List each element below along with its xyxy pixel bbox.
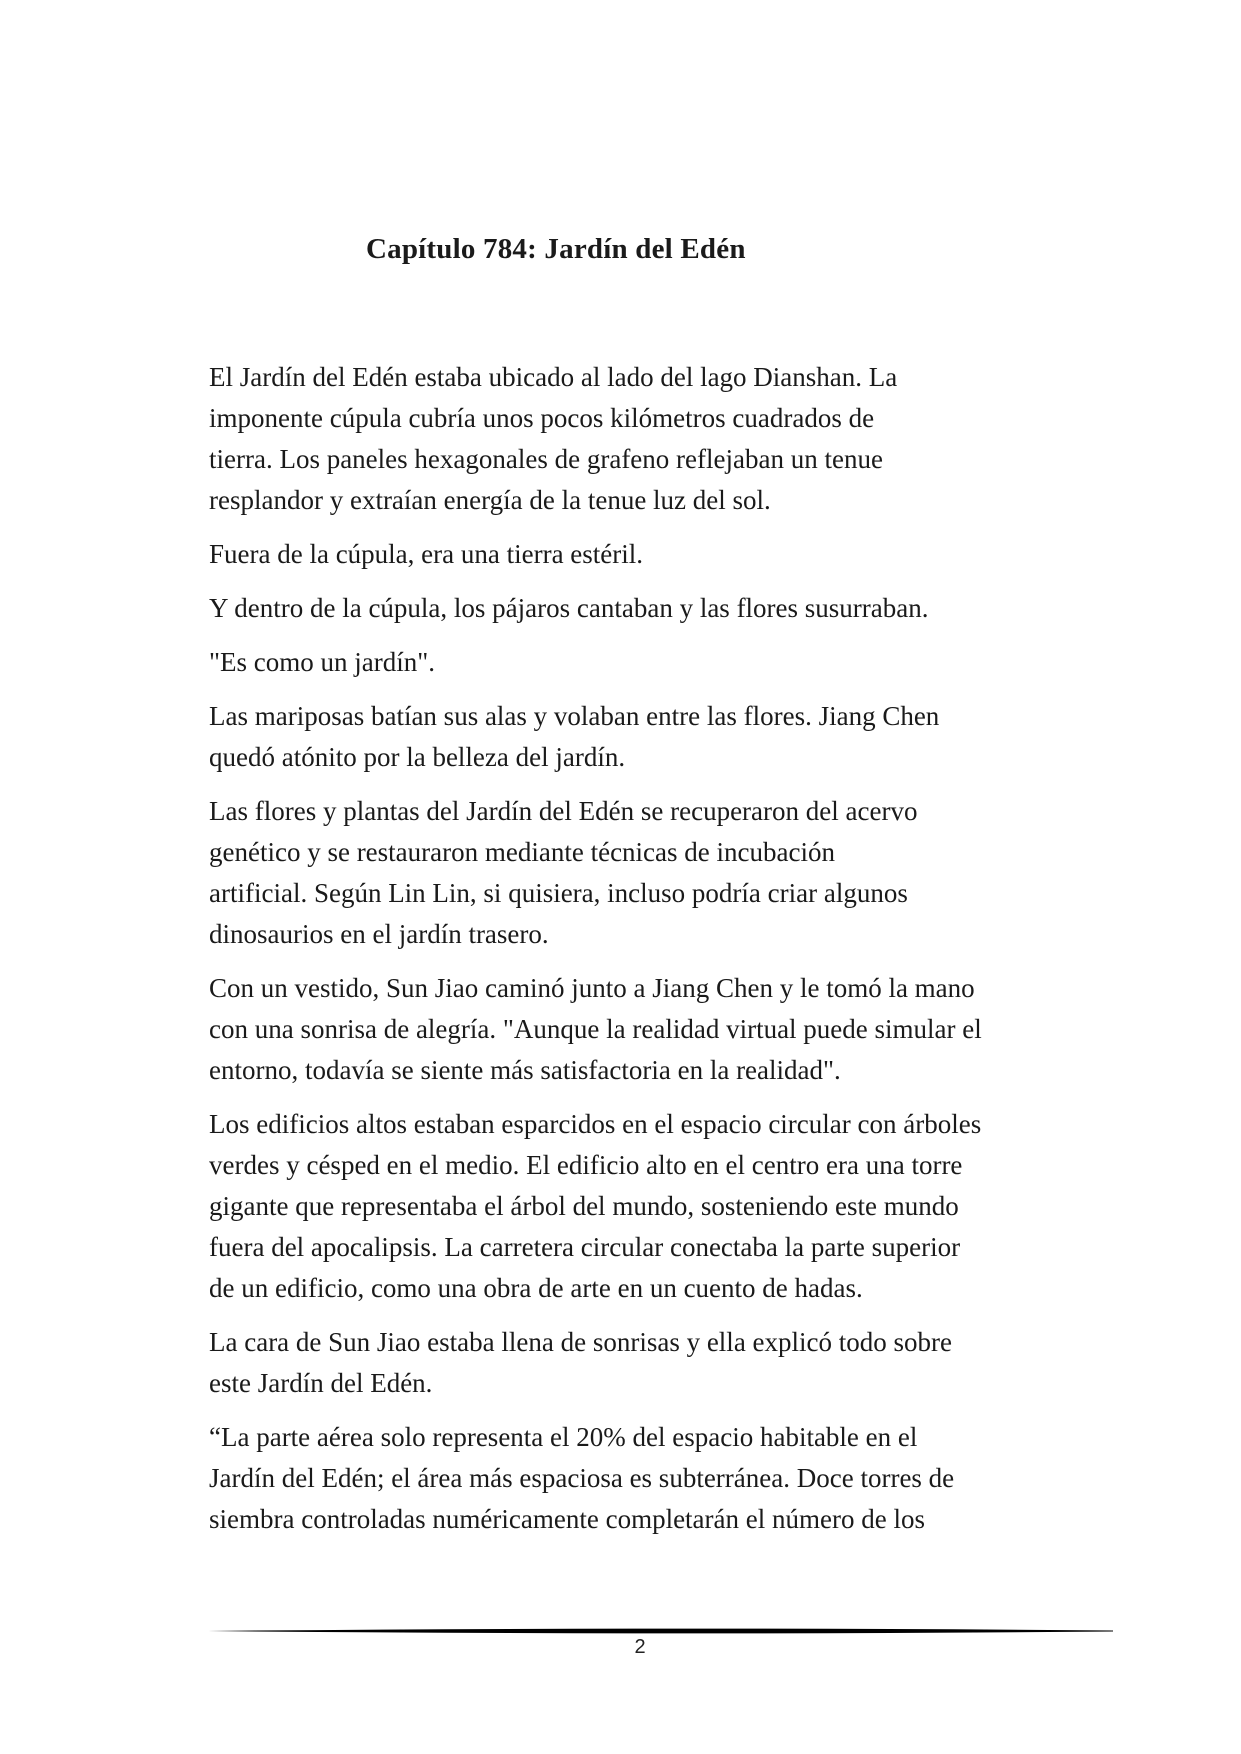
paragraph [209,534,1079,575]
text-line: gigante que representaba el árbol del mundo, sosteniendo este mundo [209,1191,959,1221]
text-line: El Jardín del Edén estaba ubicado al lado del lago Dianshan. La [209,362,898,392]
paragraph [209,588,1079,629]
text-line: Con un vestido, Sun Jiao caminó junto a Jiang Chen y le tomó la mano [209,973,975,1003]
text-line: dinosaurios en el jardín trasero. [209,919,549,949]
text-line: este Jardín del Edén. [209,1368,433,1398]
text-line: La cara de Sun Jiao estaba llena de sonrisas y ella explicó todo sobre [209,1327,953,1357]
footer-rule-line [208,1629,1113,1634]
text-line: siembra controladas numéricamente completarán el número de los [209,1504,925,1534]
paragraph [209,968,1079,1091]
text-line: de un edificio, como una obra de arte en un cuento de hadas. [209,1273,863,1303]
paragraph [209,1104,1079,1309]
paragraph [209,1417,1079,1540]
text-line: Y dentro de la cúpula, los pájaros cantaban y las flores susurraban. [209,593,929,623]
paragraph [209,357,1079,521]
text-line: con una sonrisa de alegría. "Aunque la realidad virtual puede simular el [209,1014,982,1044]
text-line: genético y se restauraron mediante técnicas de incubación [209,837,835,867]
body-text [209,357,1079,1553]
footer-rule [208,1625,1113,1637]
paragraph [209,642,1079,683]
paragraph [209,696,1079,778]
text-line: artificial. Según Lin Lin, si quisiera, incluso podría criar algunos [209,878,908,908]
text-line: Las mariposas batían sus alas y volaban entre las flores. Jiang Chen [209,701,940,731]
text-line: Jardín del Edén; el área más espaciosa es subterránea. Doce torres de [209,1463,955,1493]
text-line: Los edificios altos estaban esparcidos en el espacio circular con árboles [209,1109,982,1139]
text-line: verdes y césped en el medio. El edificio alto en el centro era una torre [209,1150,963,1180]
page-number: 2 [634,1636,646,1658]
paragraph [209,791,1079,955]
text-line: resplandor y extraían energía de la tenue luz del sol. [209,485,771,515]
text-line: Fuera de la cúpula, era una tierra estéril. [209,539,644,569]
paragraph [209,1322,1079,1404]
text-line: imponente cúpula cubría unos pocos kilómetros cuadrados de [209,403,875,433]
text-line: entorno, todavía se siente más satisfactoria en la realidad". [209,1055,841,1085]
text-line: "Es como un jardín". [209,647,436,677]
text-line: fuera del apocalipsis. La carretera circular conectaba la parte superior [209,1232,961,1262]
chapter-title: Capítulo 784: Jardín del Edén [366,233,746,265]
text-line: quedó atónito por la belleza del jardín. [209,742,626,772]
text-line: “La parte aérea solo representa el 20% del espacio habitable en el [209,1422,918,1452]
text-line: Las flores y plantas del Jardín del Edén se recuperaron del acervo [209,796,918,826]
text-line: tierra. Los paneles hexagonales de grafeno reflejaban un tenue [209,444,883,474]
